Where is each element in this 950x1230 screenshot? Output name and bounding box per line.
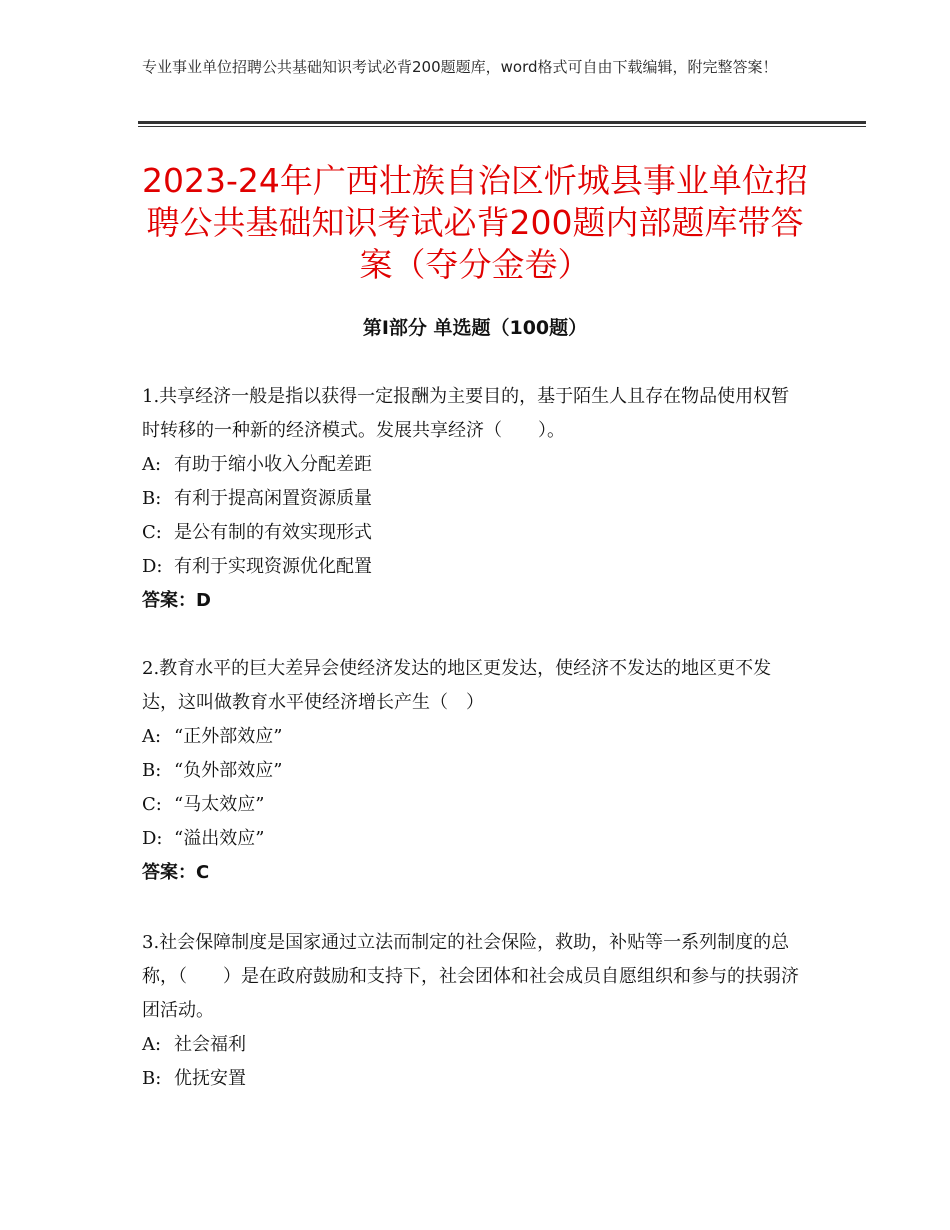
option-c [142, 788, 802, 822]
option-text: “溢出效应” [174, 828, 265, 849]
question-1 [142, 380, 802, 618]
question-2 [142, 652, 802, 890]
option-c [142, 516, 802, 550]
question-stem: 3.社会保障制度是国家通过立法而制定的社会保险，救助，补贴等一系列制度的总称，（ ）是在政府鼓励和支持下，社会团体和社会成员自愿组织和参与的扶弱济团活动。 [142, 932, 799, 1021]
option-text: 有助于缩小收入分配差距 [174, 454, 372, 475]
option-letter: A: [142, 1034, 162, 1055]
option-text: 优抚安置 [174, 1068, 246, 1089]
option-letter: C: [142, 794, 162, 815]
option-a [142, 720, 802, 754]
option-letter: D: [142, 556, 163, 577]
header-divider-thick [138, 121, 866, 124]
answer: 答案：D [142, 590, 211, 611]
option-d [142, 822, 802, 856]
option-text: 有利于提高闲置资源质量 [174, 488, 372, 509]
option-a [142, 448, 802, 482]
question-stem: 1.共享经济一般是指以获得一定报酬为主要目的，基于陌生人且存在物品使用权暂时转移的一种新的经济模式。发展共享经济（ ）。 [142, 386, 790, 441]
option-text: “正外部效应” [174, 726, 283, 747]
option-letter: A: [142, 726, 162, 747]
option-text: 有利于实现资源优化配置 [174, 556, 372, 577]
question-3 [142, 926, 802, 1096]
option-letter: C: [142, 522, 162, 543]
option-letter: B: [142, 760, 162, 781]
option-text: “负外部效应” [174, 760, 283, 781]
option-letter: A: [142, 454, 162, 475]
header-divider-thin [138, 126, 866, 127]
option-b [142, 754, 802, 788]
document-title: 2023-24年广西壮族自治区忻城县事业单位招聘公共基础知识考试必背200题内部题库带答案（夺分金卷） [142, 161, 808, 284]
option-text: 是公有制的有效实现形式 [174, 522, 372, 543]
section-title: 第I部分 单选题（100题） [362, 317, 588, 339]
option-b [142, 482, 802, 516]
header-note: 专业事业单位招聘公共基础知识考试必背200题题库，word格式可自由下载编辑，附完整答案！ [142, 58, 778, 76]
option-letter: B: [142, 1068, 162, 1089]
option-text: 社会福利 [174, 1034, 246, 1055]
option-text: “马太效应” [174, 794, 265, 815]
option-letter: D: [142, 828, 163, 849]
option-a [142, 1028, 802, 1062]
answer: 答案：C [142, 862, 210, 883]
question-stem: 2.教育水平的巨大差异会使经济发达的地区更发达，使经济不发达的地区更不发达，这叫做教育水平使经济增长产生（ ） [142, 658, 772, 713]
option-b [142, 1062, 802, 1096]
option-d [142, 550, 802, 584]
option-letter: B: [142, 488, 162, 509]
